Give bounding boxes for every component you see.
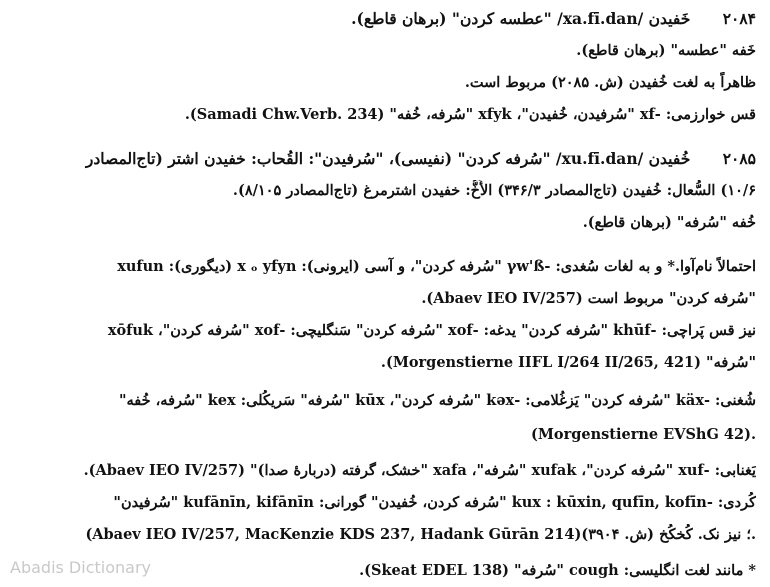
- entry-2084-headline: [14, 8, 756, 30]
- footnote: * مانند لغت انگلیسی: cough "سُرفه" (Skeat EDEL 138).: [359, 562, 756, 579]
- entry-2085-yaghnobi: یَغنابی: -xuf "سُرفه کردن"، xufak "سُرفه"، xafa "خشک، گرفته (دربارهٔ صدا)" (Abaev IEO IV/257).: [83, 462, 756, 479]
- entry-2085-kurdish-cont: (Abaev IEO IV/257, MacKenzie KDS 237, Hadank Gūrān 214)؛ نیز نک. کُخکُخ (ش. ۳۹۰۴).: [85, 526, 756, 543]
- entry-2085-kurdish: کُردی: -kux : kūxin, qufīn, kofīn "سُرفه کردن، خُفیدن" گورانی: kufānīn, kifānīn "سُرفیدن": [113, 494, 756, 511]
- entry-2084-cognates: قس خوارزمی: -xf "سُرفیدن، خُفیدن"، xfyk "سُرفه، خُفه" (Samadi Chw.Verb. 234).: [184, 106, 756, 123]
- entry-2084-variant: خَفه "عطسه" (برهان قاطع).: [576, 42, 756, 59]
- entry-2084-note: ظاهراً به لغت خُفیدن (ش. ۲۰۸۵) مربوط است.: [464, 74, 756, 91]
- entry-2085-shughni-cont: (Morgenstierne EVShG 42).: [530, 426, 756, 443]
- entry-2085-headline: [14, 148, 756, 170]
- watermark: Abadis Dictionary: [10, 558, 151, 577]
- entry-2085-title: خُفیدن /xu.fī.dan/ "سُرفه کردن" (نفیسی)، "سُرفیدن": القُحاب: خفیدن اشتر (تاج‌المصادر: [85, 149, 691, 168]
- entry-2084-title: خَفیدن /xa.fī.dan/ "عطسه کردن" (برهان قاطع).: [351, 9, 691, 28]
- entry-2085-parachi-cont: "سُرفه" (Morgenstierne IIFL I/264 II/265, 421).: [380, 354, 756, 371]
- entry-2085-etymology-cont: "سُرفه کردن" مربوط است (Abaev IEO IV/257).: [421, 290, 756, 307]
- entry-2085-variant: خُفه "سُرفه" (برهان قاطع).: [582, 214, 756, 231]
- entry-2084-number: ۲۰۸۴: [722, 9, 756, 28]
- entry-2085-parachi: نیز قس پَراچی: -khūf "سُرفه کردن" یدغه: -xof "سُرفه کردن" سَنگلیچی: -xof "سُرفه کردن"، xōfuk: [107, 322, 756, 339]
- entry-2085-etymology: احتمالاً نام‌آوا.* و به لغات سُغدی: -γw'ß "سُرفه کردن"، و آسی (ایرونی): x ₒ yfyn (دیگوری): xufun: [117, 258, 756, 275]
- entry-2085-number: ۲۰۸۵: [722, 149, 756, 168]
- entry-2085-sources: ۱۰/۶) السُّعال: خُفیدن (تاج‌المصادر ۳۴۶/۳) الأَخُّ: خفیدن اشترمرغ (تاج‌المصادر ۸/۱۰۵).: [232, 182, 756, 199]
- entry-2085-shughni: شُغنی: -käx "سُرفه کردن" یَزغُلامی: -kəx "سُرفه کردن"، kūx "سُرفه" سَریکُلی: kex "سُرفه، خُفه": [118, 392, 756, 409]
